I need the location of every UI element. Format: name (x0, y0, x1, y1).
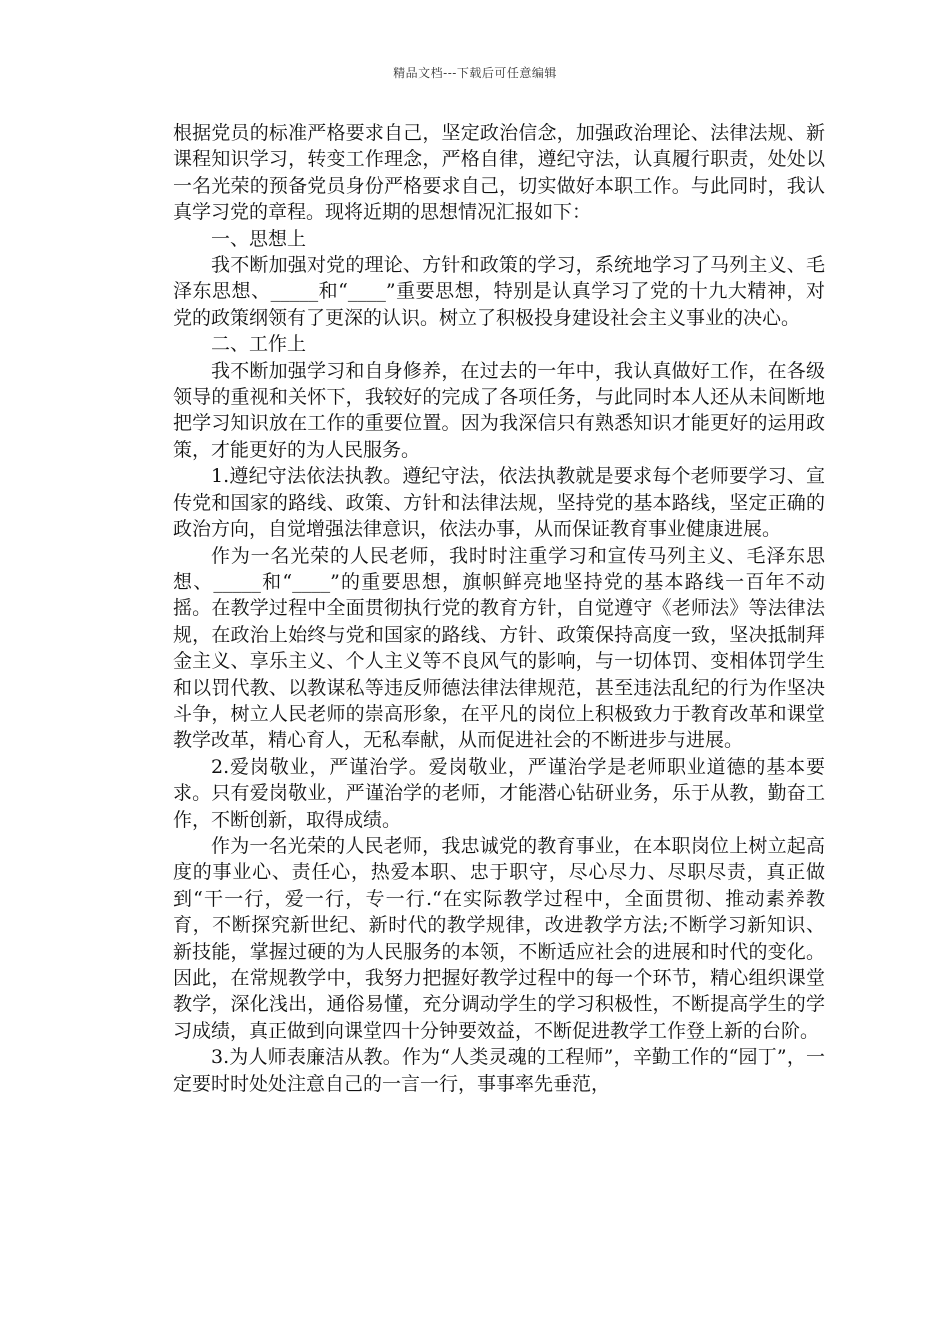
paragraph-point-1: 1.遵纪守法依法执教。遵纪守法，依法执教就是要求每个老师要学习、宣传党和国家的路线、政策、方针和法律法规，坚持党的基本路线，坚定正确的政治方向，自觉增强法律意识，依法办事，从而保证教育事业健康进展。 (173, 465, 825, 541)
section-heading-work: 二、工作上 (211, 333, 307, 356)
document-body (173, 120, 825, 1097)
paragraph-work: 我不断加强学习和自身修养，在过去的一年中，我认真做好工作，在各级领导的重视和关怀下，我较好的完成了各项任务，与此同时本人还从未间断地把学习知识放在工作的重要位置。因为我深信只有熟悉知识才能更好的运用政策，才能更好的为人民服务。 (173, 359, 825, 461)
paragraph-point-1-detail: 作为一名光荣的人民老师，我时时注重学习和宣传马列主义、毛泽东思想、_____和“____”的重要思想，旗帜鲜亮地坚持党的基本路线一百年不动摇。在教学过程中全面贯彻执行党的教育方针，自觉遵守《老师法》等法律法规，在政治上始终与党和国家的路线、方针、政策保持高度一致，坚决抵制拜金主义、享乐主义、个人主义等不良风气的影响，与一切体罚、变相体罚学生和以罚代教、以教谋私等违反师德法律法律规范，甚至违法乱纪的行为作坚决斗争，树立人民老师的崇高形象，在平凡的岗位上积极致力于教育改革和课堂教学改革，精心育人，无私奉献，从而促进社会的不断进步与进展。 (173, 544, 825, 752)
section-heading-thought: 一、思想上 (211, 227, 307, 250)
page-header: 精品文档---下载后可任意编辑 (393, 66, 557, 80)
paragraph-point-2: 2.爱岗敬业，严谨治学。爱岗敬业，严谨治学是老师职业道德的基本要求。只有爱岗敬业，严谨治学的老师，才能潜心钻研业务，乐于从教，勤奋工作，不断创新，取得成绩。 (173, 755, 825, 831)
paragraph-intro: 根据党员的标准严格要求自己，坚定政治信念，加强政治理论、法律法规、新课程知识学习，转变工作理念，严格自律，遵纪守法，认真履行职责，处处以一名光荣的预备党员身份严格要求自己，切实做好本职工作。与此同时，我认真学习党的章程。现将近期的思想情况汇报如下： (173, 122, 825, 224)
paragraph-point-2-detail: 作为一名光荣的人民老师，我忠诚党的教育事业，在本职岗位上树立起高度的事业心、责任心，热爱本职、忠于职守，尽心尽力、尽职尽责，真正做到“干一行，爱一行，专一行.“在实际教学过程中，全面贯彻、推动素养教育，不断探究新世纪、新时代的教学规律，改进教学方法;不断学习新知识、新技能，掌握过硬的为人民服务的本领，不断适应社会的进展和时代的变化。因此，在常规教学中，我努力把握好教学过程中的每一个环节，精心组织课堂教学，深化浅出，通俗易懂，充分调动学生的学习积极性，不断提高学生的学习成绩，真正做到向课堂四十分钟要效益，不断促进教学工作登上新的台阶。 (173, 834, 825, 1042)
paragraph-thought: 我不断加强对党的理论、方针和政策的学习，系统地学习了马列主义、毛泽东思想、_____和“____”重要思想，特别是认真学习了党的十九大精神，对党的政策纲领有了更深的认识。树立了积极投身建设社会主义事业的决心。 (173, 254, 825, 329)
paragraph-point-3: 3.为人师表廉洁从教。作为“人类灵魂的工程师”，辛勤工作的“园丁”，一定要时时处处注意自己的一言一行，事事率先垂范， (173, 1046, 825, 1095)
